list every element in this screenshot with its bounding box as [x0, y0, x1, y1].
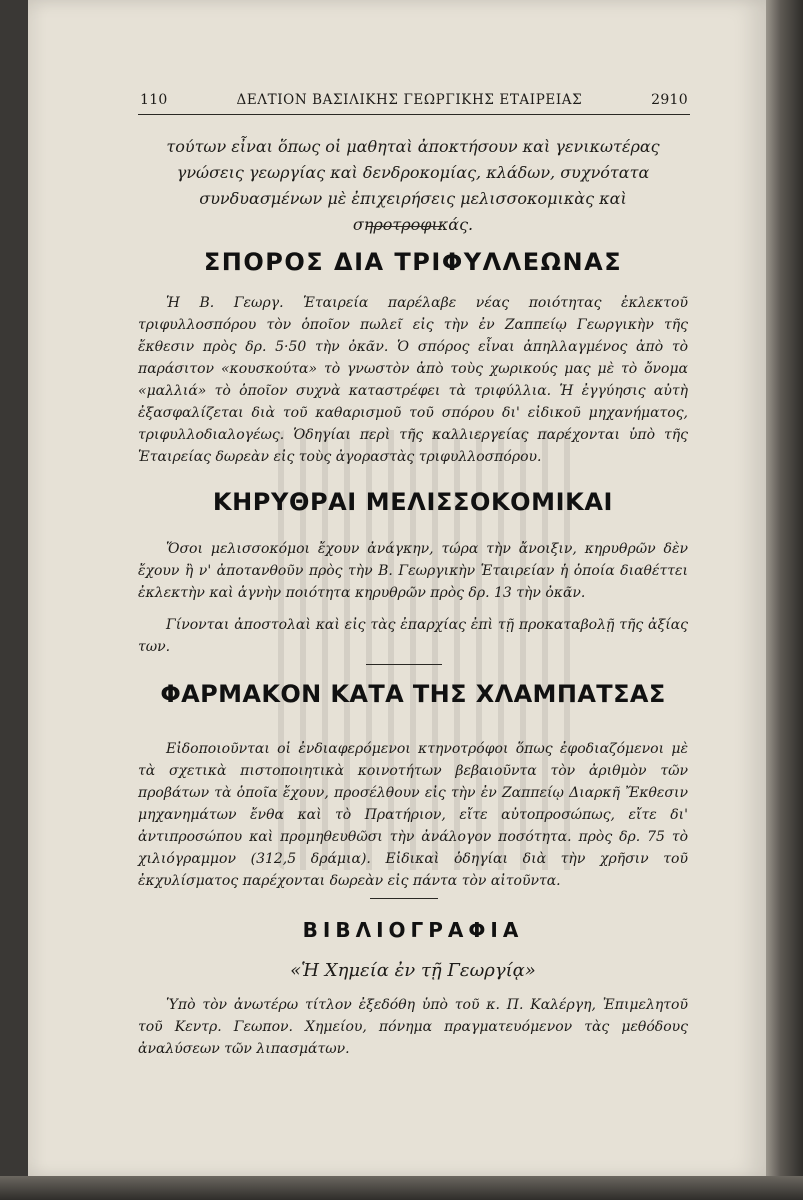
- kiryrthrai-paragraph-2: Γίνονται ἀποστολαὶ καὶ εἰς τὰς ἐπαρχίας ἐπὶ τῇ προκαταβολῇ τῆς ἀξίας των.: [138, 617, 688, 655]
- heading-bibliografia: ΒΙΒΛΙΟΓΡΑΦΙΑ: [302, 918, 524, 942]
- heading-sporos: ΣΠΟΡΟΣ ΔΙΑ ΤΡΙΦΥΛΛΕΩΝΑΣ: [203, 248, 623, 276]
- book-spine: [766, 0, 803, 1200]
- heading-kiryrthrai: ΚΗΡΥΘΡΑΙ ΜΕΛΙΣΣΟΚΟΜΙΚΑΙ: [212, 488, 614, 516]
- book-title: «Ἡ Χημεία ἐν τῇ Γεωργίᾳ»: [290, 960, 536, 981]
- heading-farmakon: ΦΑΡΜΑΚΟΝ ΚΑΤΑ ΤΗΣ ΧΛΑΜΠΑΤΣΑΣ: [160, 680, 666, 708]
- section-divider: [370, 898, 438, 899]
- journal-title: ΔΕΛΤΙΟΝ ΒΑΣΙΛΙΚΗΣ ΓΕΩΡΓΙΚΗΣ ΕΤΑΙΡΕΙΑΣ: [236, 92, 583, 108]
- farmakon-paragraph: Εἰδοποιοῦνται οἱ ἐνδιαφερόμενοι κτηνοτρόφοι ὅπως ἐφοδιαζόμενοι μὲ τὰ σχετικὰ πιστοποιητικὰ κοινοτήτων βεβαιοῦντα τὸν ἀριθμὸν τῶν προβάτων τὰ ὁποῖα ἔχουν, προσέλθουν εἰς τὴν ἐν Ζαππείῳ Διαρκῆ Ἔκθεσιν μηχανημάτων ἔνθα καὶ τὸ Πρατήριον, εἴτε αὐτοπροσώπως, εἴτε δι' ἀντιπροσώπου καὶ προμηθευθῶσι τὴν ἀνάλογον ποσότητα. πρὸς δρ. 75 τὸ χιλιόγραμμον (312,5 δράμια). Εἰδικαὶ ὁδηγίαι διὰ τὴν χρῆσιν τοῦ ἐκχυλίσματος παρέχονται δωρεὰν εἰς πάντα τὸν αἰτοῦντα.: [138, 741, 688, 889]
- kiryrthrai-paragraph-1: Ὅσοι μελισσοκόμοι ἔχουν ἀνάγκην, τώρα τὴν ἄνοιξιν, κηρυθρῶν δὲν ἔχουν ἢ ν' ἀποτανθοῦν πρὸς τὴν Β. Γεωργικὴν Ἑταιρείαν ἡ ὁποία διαθέττει ἐκλεκτὴν καὶ ἁγνὴν ποιότητα κηρυθρῶν πρὸς δρ. 13 τὴν ὀκᾶν.: [138, 541, 688, 601]
- running-header: [140, 92, 688, 108]
- intro-paragraph: τούτων εἶναι ὅπως οἱ μαθηταὶ ἀποκτήσουν καὶ γενικωτέρας γνώσεις γεωργίας καὶ δενδροκομίας, κλάδων, συχνότατα συνδυασμένων μὲ ἐπιχειρήσεις μελισσοκομικὰς καὶ σηροτροφικάς.: [166, 137, 660, 234]
- section-divider: [366, 664, 442, 665]
- sporos-paragraph: Ἡ Β. Γεωργ. Ἑταιρεία παρέλαβε νέας ποιότητας ἐκλεκτοῦ τριφυλλοσπόρου τὸν ὁποῖον πωλεῖ εἰς τὴν ἐν Ζαππείῳ Γεωργικὴν τῆς ἔκθεσιν πρὸς δρ. 5·50 τὴν ὀκᾶν. Ὁ σπόρος εἶναι ἀπηλλαγμένος ἀπὸ τὸ παράσιτον «κουσκούτα» τὸ γνωστὸν ἀπὸ τοὺς χωρικούς μας μὲ τὸ ὄνομα «μαλλιά» τὸ ὁποῖον συχνὰ καταστρέφει τὰ τριφύλλια. Ἡ ἐγγύησις αὐτὴ ἐξασφαλίζεται διὰ τοῦ καθαρισμοῦ τοῦ σπόρου δι' εἰδικοῦ μηχανήματος, τριφυλλοδιαλογέως. Ὁδηγίαι περὶ τῆς καλλιεργείας παρέχονται ὑπὸ τῆς Ἑταιρείας δωρεὰν εἰς τοὺς ἀγοραστὰς τριφυλλοσπόρου.: [138, 295, 688, 465]
- page-number: 110: [140, 92, 168, 108]
- page-bottom-edge: [0, 1176, 803, 1200]
- bibliografia-paragraph: Ὑπὸ τὸν ἀνωτέρω τίτλον ἐξεδόθη ὑπὸ τοῦ κ. Π. Καλέργη, Ἐπιμελητοῦ τοῦ Κεντρ. Γεωπον. Χημείου, πόνημα πραγματευόμενον τὰς μεθόδους ἀναλύσεων τῶν λιπασμάτων.: [138, 997, 688, 1057]
- issue-number: 2910: [651, 92, 688, 108]
- section-divider: [366, 226, 442, 227]
- header-rule: [138, 114, 690, 115]
